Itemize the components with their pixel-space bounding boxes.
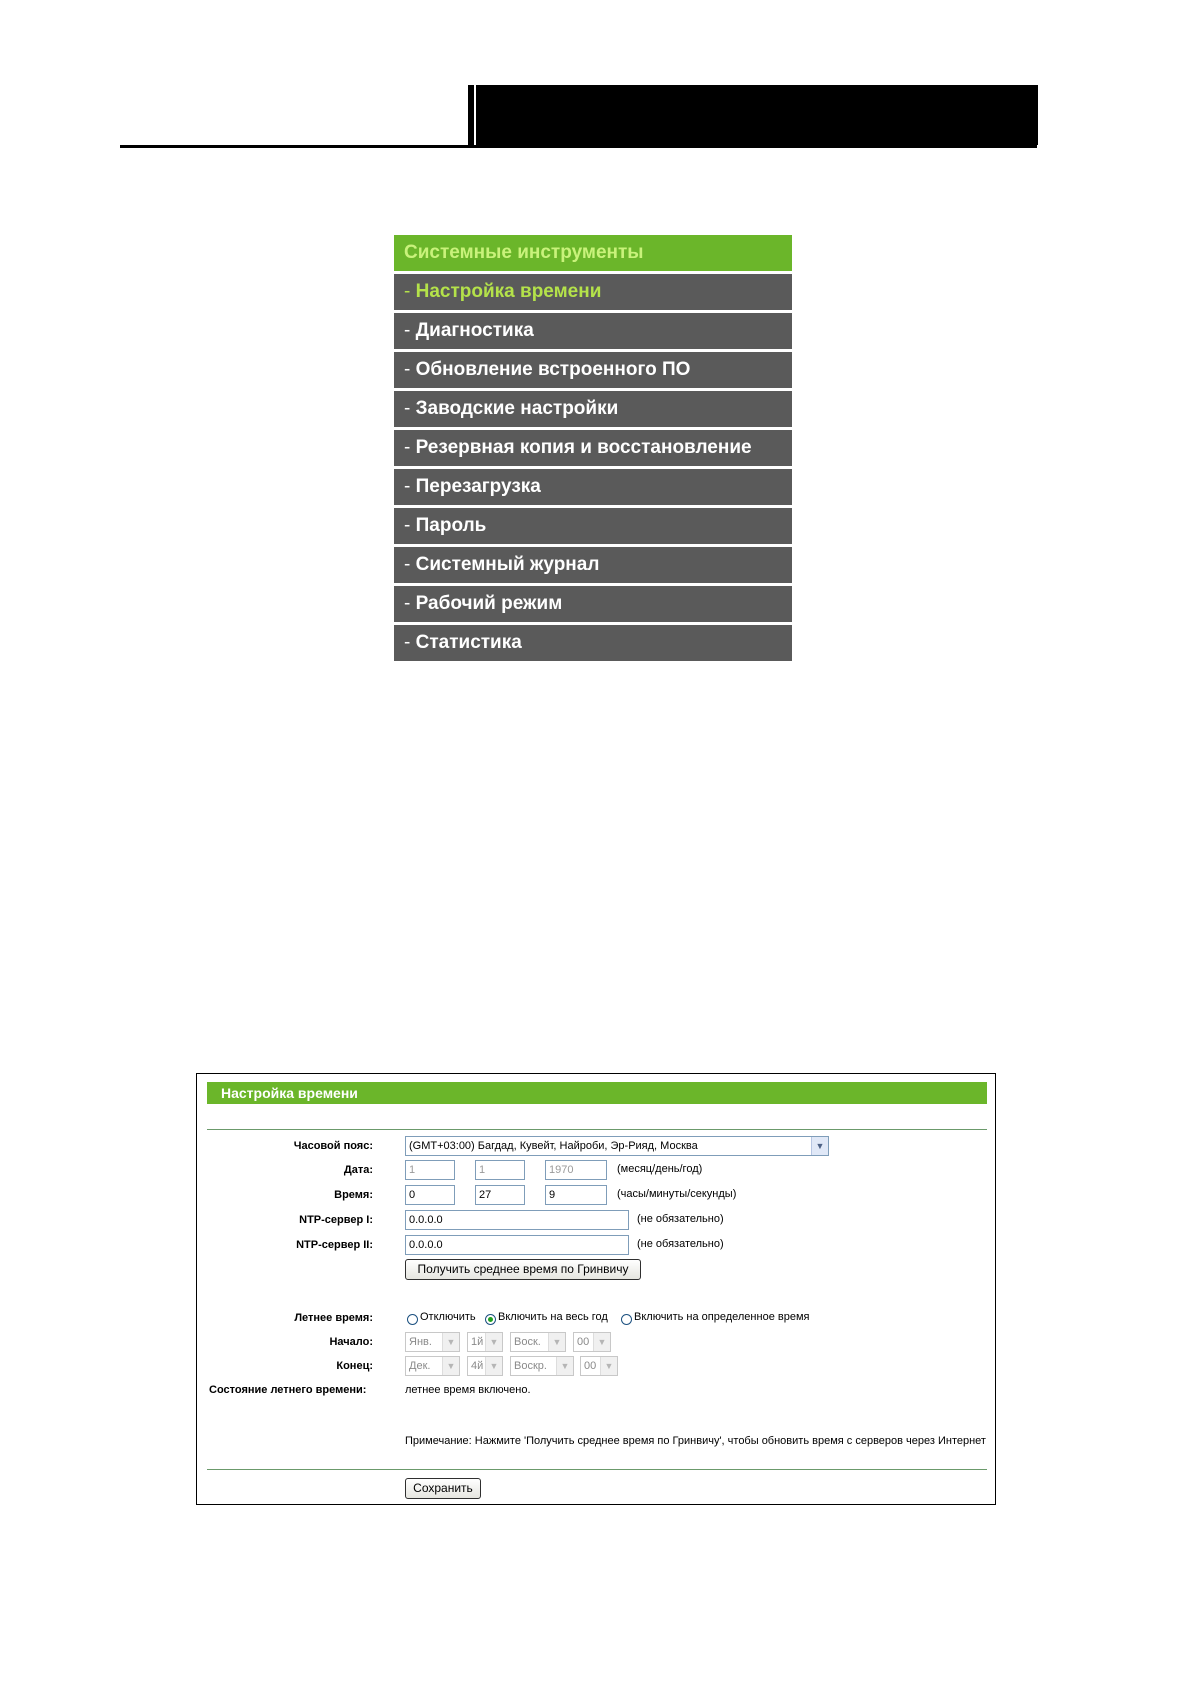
end-week-select[interactable] [467,1356,503,1376]
chevron-down-icon: ▼ [593,1333,610,1351]
system-tools-menu [394,235,792,661]
panel-title: Настройка времени [207,1082,987,1104]
ntp2-label: NTP-сервер II: [296,1239,373,1251]
end-month-value: Дек. [409,1360,431,1372]
end-hour-select[interactable] [580,1356,618,1376]
menu-dash: - [404,515,411,536]
menu-item-label: Обновление встроенного ПО [415,359,691,380]
menu-dash: - [404,437,411,458]
start-hour-value: 00 [577,1336,590,1348]
menu-dash: - [404,359,411,380]
dst-disable-radio[interactable] [407,1314,418,1325]
menu-item-system-log[interactable] [394,547,792,583]
start-hour-select[interactable] [573,1332,611,1352]
dst-all-year-radio[interactable] [485,1314,496,1325]
ntp1-label: NTP-сервер I: [299,1214,373,1226]
header-rule [120,145,1037,148]
menu-item-password[interactable] [394,508,792,544]
day-input[interactable]: 1 [475,1160,525,1180]
menu-title: Системные инструменты [394,235,792,271]
chevron-down-icon: ▼ [442,1357,459,1375]
end-day-value: Воскр. [514,1360,547,1372]
dst-period-radio[interactable] [621,1314,632,1325]
menu-item-time-settings[interactable] [394,274,792,310]
chevron-down-icon: ▼ [600,1357,617,1375]
month-input[interactable]: 1 [405,1160,455,1180]
seconds-input[interactable]: 9 [545,1185,607,1205]
start-week-value: 1й [471,1336,484,1348]
menu-item-reboot[interactable] [394,469,792,505]
chevron-down-icon: ▼ [442,1333,459,1351]
menu-item-backup-restore[interactable] [394,430,792,466]
end-day-select[interactable] [510,1356,574,1376]
timezone-label: Часовой пояс: [293,1140,373,1152]
time-label: Время: [334,1189,373,1201]
timezone-value: (GMT+03:00) Багдад, Кувейт, Найроби, Эр-Рияд, Москва [409,1140,698,1152]
date-label: Дата: [343,1164,373,1176]
menu-item-label: Рабочий режим [415,593,563,614]
end-hour-value: 00 [584,1360,597,1372]
menu-item-label: Резервная копия и восстановление [415,437,752,458]
chevron-down-icon: ▼ [485,1357,502,1375]
year-input[interactable]: 1970 [545,1160,607,1180]
menu-item-firmware-upgrade[interactable] [394,352,792,388]
dst-status-value: летнее время включено. [405,1384,531,1396]
ntp2-hint: (не обязательно) [637,1238,724,1250]
start-day-value: Воск. [514,1336,541,1348]
divider-top [207,1129,987,1130]
menu-dash: - [404,281,411,302]
menu-item-label: Диагностика [415,320,534,341]
start-week-select[interactable] [467,1332,503,1352]
note-text: Примечание: Нажмите 'Получить среднее время по Гринвичу', чтобы обновить время с серверов через Интернет [405,1435,986,1447]
dst-label: Летнее время: [294,1312,373,1324]
chevron-down-icon: ▼ [556,1357,573,1375]
minutes-input[interactable]: 27 [475,1185,525,1205]
chevron-down-icon: ▼ [485,1333,502,1351]
dst-disable-label: Отключить [420,1311,476,1323]
end-week-value: 4й [471,1360,484,1372]
menu-item-statistics[interactable] [394,625,792,661]
menu-item-label: Пароль [415,515,487,536]
chevron-down-icon: ▼ [548,1333,565,1351]
menu-dash: - [404,476,411,497]
start-label: Начало: [329,1336,373,1348]
menu-dash: - [404,593,411,614]
start-month-select[interactable] [405,1332,460,1352]
time-hint: (часы/минуты/секунды) [617,1188,737,1200]
menu-item-diagnostics[interactable] [394,313,792,349]
dst-status-label: Состояние летнего времени: [209,1384,367,1396]
menu-item-label: Статистика [415,632,522,653]
menu-item-label: Системный журнал [415,554,600,575]
date-hint: (месяц/день/год) [617,1163,703,1175]
chevron-down-icon: ▼ [811,1137,828,1155]
dst-period-label: Включить на определенное время [634,1311,810,1323]
menu-item-operation-mode[interactable] [394,586,792,622]
ntp1-input[interactable]: 0.0.0.0 [405,1210,629,1230]
end-label: Конец: [336,1360,373,1372]
start-day-select[interactable] [510,1332,566,1352]
end-month-select[interactable] [405,1356,460,1376]
menu-item-label: Перезагрузка [415,476,541,497]
menu-dash: - [404,320,411,341]
menu-item-factory-defaults[interactable] [394,391,792,427]
ntp2-input[interactable]: 0.0.0.0 [405,1235,629,1255]
dst-all-year-label: Включить на весь год [498,1311,608,1323]
save-button[interactable]: Сохранить [405,1478,481,1499]
menu-item-label: Настройка времени [415,281,602,302]
get-gmt-button[interactable]: Получить среднее время по Гринвичу [405,1259,641,1280]
timezone-select[interactable] [405,1136,829,1156]
menu-item-label: Заводские настройки [415,398,619,419]
menu-dash: - [404,554,411,575]
menu-dash: - [404,398,411,419]
hours-input[interactable]: 0 [405,1185,455,1205]
time-settings-panel [196,1073,996,1505]
start-month-value: Янв. [409,1336,432,1348]
header-black-bar [468,85,1038,145]
divider-bottom [207,1469,987,1470]
menu-dash: - [404,632,411,653]
ntp1-hint: (не обязательно) [637,1213,724,1225]
